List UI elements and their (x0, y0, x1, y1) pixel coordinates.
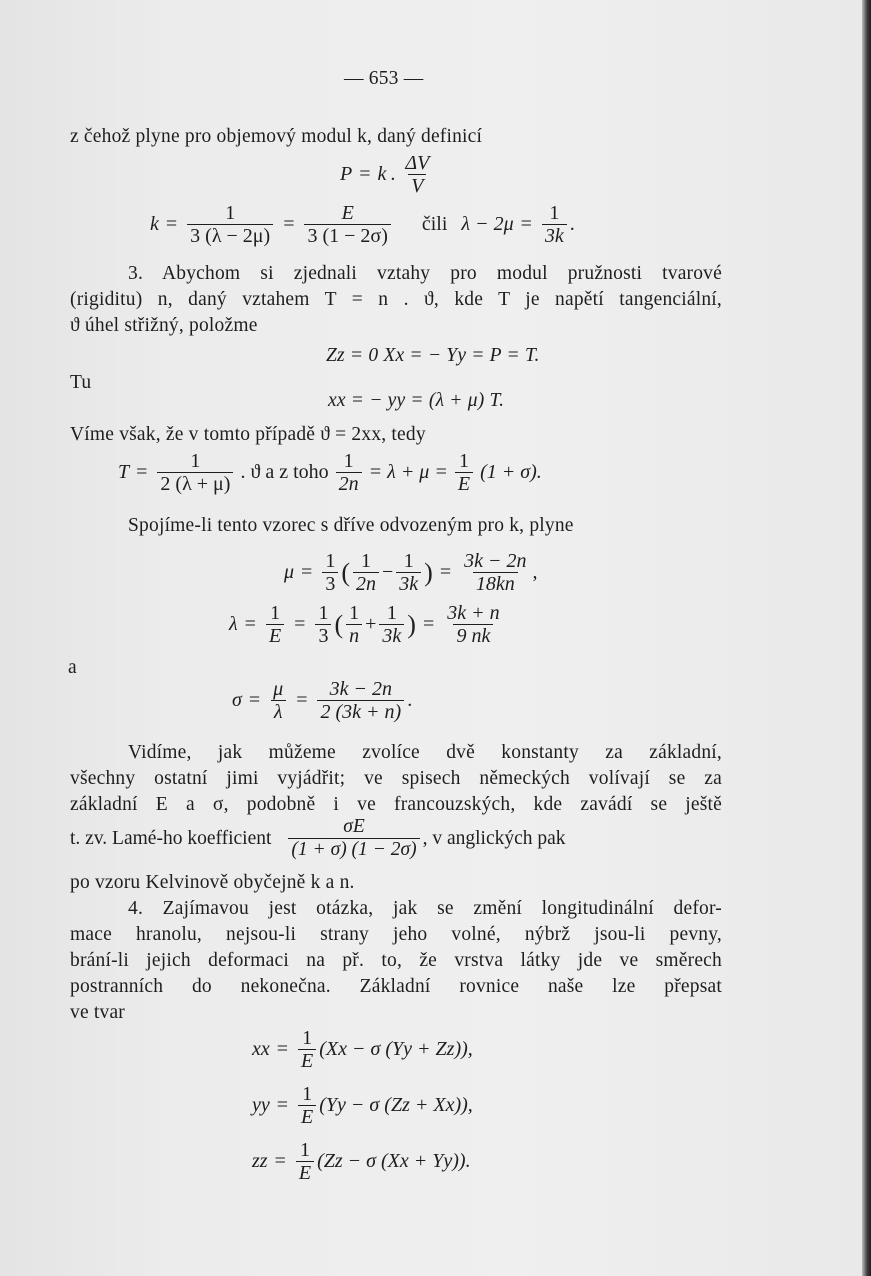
fraction-numerator: 1 (299, 1139, 310, 1161)
eq-symbol: k (377, 163, 387, 185)
fraction-numerator: E (341, 202, 354, 224)
para4-line3: brání-li jejich deformaci na př. to, že vrstva látky jde ve směrech (70, 950, 722, 971)
eq-sign: = (359, 163, 371, 185)
fraction-numerator: σE (343, 816, 365, 837)
page-number: — 653 — (344, 68, 424, 89)
fraction-denominator: 3k (379, 624, 404, 647)
fraction-denominator: 3k (396, 572, 421, 595)
eq-symbol: λ (229, 613, 238, 635)
fraction (298, 1083, 316, 1128)
fraction-denominator: 18kn (473, 572, 518, 595)
para4-line1: 4. Zajímavou jest otázka, jak se změní longitudinální defor- (128, 898, 722, 919)
fraction (396, 550, 421, 595)
eq-dot: . (390, 163, 396, 185)
equation-sigma: σ = $\frac{\mu}{\lambda}$ = $\frac{3k - 2n}{2 (3k + n)}$ . (232, 678, 413, 723)
fraction (379, 602, 404, 647)
fraction (444, 602, 502, 647)
fraction-numerator: 3k − 2n (464, 550, 527, 572)
fraction-denominator: 2n (336, 472, 362, 495)
fraction-numerator: ΔV (405, 152, 430, 174)
fraction-numerator: 1 (349, 602, 360, 624)
para4-line4: postranních do nekonečna. Základní rovnice naše lze přepsat (70, 976, 722, 997)
fraction-numerator: 1 (302, 1083, 313, 1105)
eq-symbol: zz (252, 1150, 268, 1172)
line-spojime: Spojíme-li tento vzorec s dříve odvozeným pro k, plyne (128, 515, 574, 536)
word-tu: Tu (70, 372, 92, 393)
eq-sign: = (165, 213, 178, 235)
eq-symbol: P (340, 163, 353, 185)
equation-shear-modulus (118, 450, 542, 495)
eq-punctuation: . (569, 213, 575, 235)
fraction (346, 602, 362, 647)
fraction-numerator: 1 (190, 450, 201, 472)
eq-expression: (Yy − σ (Zz + Xx)), (319, 1094, 473, 1116)
fraction-denominator: (1 + σ) (1 − 2σ) (288, 838, 419, 861)
fraction-denominator: n (346, 624, 362, 647)
equation-strain-x: xx = $\frac{1}{E}$ (Xx − σ (Yy + Zz)), (252, 1027, 473, 1072)
para-vidime-line1: Vidíme, jak můžeme zvolíce dvě konstanty za základní, (128, 742, 722, 763)
para3-line2: (rigiditu) n, daný vztahem T = n . ϑ, kde T je napětí tangenciální, (70, 289, 722, 310)
equation-strains: xx = − yy = (λ + μ) T. (328, 390, 505, 411)
fraction-denominator: E (455, 472, 473, 495)
fraction (461, 550, 529, 595)
fraction-denominator: V (408, 174, 426, 197)
fraction (270, 678, 286, 723)
page-edge-shadow (862, 0, 871, 1276)
eq-symbol: k (150, 213, 159, 235)
fraction (296, 1139, 314, 1184)
fraction (336, 450, 362, 495)
eq-punctuation: , (532, 561, 538, 583)
fraction (402, 152, 432, 197)
fraction (157, 450, 233, 495)
fraction (187, 202, 273, 247)
fraction-denominator: E (298, 1105, 316, 1128)
fraction (288, 816, 419, 861)
fraction-numerator: 3k − 2n (329, 678, 393, 700)
para3-line1: 3. Abychom si zjednali vztahy pro modul pružnosti tvarové (128, 263, 722, 284)
eq-symbol: μ (284, 561, 295, 583)
text-anglickych: , v anglických pak (422, 827, 566, 849)
fraction (298, 1027, 316, 1072)
fraction-numerator: 3k + n (447, 602, 500, 624)
eq-symbol: T (118, 461, 130, 483)
eq-symbol: σ (232, 689, 242, 711)
word-cili: čili (421, 213, 448, 235)
fraction-numerator: μ (273, 678, 284, 700)
eq-symbol: xx (252, 1038, 270, 1060)
equation-lambda: λ = $\frac{1}{E}$ = $\frac{1}{3}$ ( $\frac{1}{n}$ + $\frac{1}{3k}$ ) = $\frac{3k + n}{9 nk}$ (229, 602, 506, 647)
fraction (542, 202, 567, 247)
eq-sign: = (283, 213, 295, 235)
fraction-numerator: 1 (361, 550, 371, 572)
eq-expression: λ − 2μ (461, 213, 514, 235)
equation-bulk-modulus (150, 202, 575, 247)
fraction-numerator: 1 (343, 450, 354, 472)
fraction (317, 678, 404, 723)
fraction (455, 450, 473, 495)
equation-bulk-modulus-definition (340, 152, 435, 197)
para4-line5: ve tvar (70, 1002, 125, 1023)
fraction (353, 550, 379, 595)
fraction-numerator: 1 (225, 202, 236, 224)
fraction-denominator: 3 (315, 624, 331, 647)
para-vidime-line5: po vzoru Kelvinově obyčejně k a n. (70, 872, 355, 893)
eq-sign: = (520, 213, 532, 235)
fraction-numerator: 1 (302, 1027, 313, 1049)
word-a: a (68, 657, 77, 678)
fraction-denominator: 2 (λ + μ) (157, 472, 233, 495)
para-vidime-line4 (70, 816, 566, 861)
fraction-denominator: 3 (322, 572, 338, 595)
equation-strain-y: yy = $\frac{1}{E}$ (Yy − σ (Zz + Xx)), (252, 1083, 473, 1128)
fraction-denominator: 3 (1 − 2σ) (304, 224, 390, 247)
fraction-denominator: 9 nk (453, 624, 493, 647)
eq-symbol: yy (252, 1094, 270, 1116)
line-vime: Víme však, že v tomto případě ϑ = 2xx, tedy (70, 424, 426, 445)
equation-stresses: Zz = 0 Xx = − Yy = P = T. (326, 345, 540, 366)
eq-text: . ϑ a z toho (240, 461, 329, 483)
equation-strain-z: zz = $\frac{1}{E}$ (Zz − σ (Xx + Yy)). (252, 1139, 471, 1184)
fraction-numerator: 1 (458, 450, 469, 472)
fraction-numerator: 1 (318, 602, 329, 624)
eq-expression: (Zz − σ (Xx + Yy)). (317, 1150, 471, 1172)
fraction-denominator: E (266, 624, 284, 647)
fraction-numerator: 1 (325, 550, 336, 572)
fraction (322, 550, 338, 595)
fraction-numerator: 1 (403, 550, 414, 572)
fraction-numerator: 1 (270, 602, 281, 624)
para-vidime-line3: základní E a σ, podobně i ve francouzských, kde zavádí se ještě (70, 794, 722, 815)
fraction (315, 602, 331, 647)
fraction-denominator: 2n (353, 572, 379, 595)
text-lame: t. zv. Lamé-ho koefficient (70, 827, 272, 849)
fraction (266, 602, 284, 647)
eq-expression: (Xx − σ (Yy + Zz)), (319, 1038, 473, 1060)
fraction-denominator: E (296, 1161, 314, 1184)
fraction-denominator: 2 (3k + n) (317, 700, 404, 723)
para3-line3: ϑ úhel střižný, položme (70, 315, 258, 336)
para4-line2: mace hranolu, nejsou-li strany jeho volné, nýbrž jsou-li pevny, (70, 924, 722, 945)
fraction-denominator: 3 (λ − 2μ) (187, 224, 273, 247)
fraction (304, 202, 390, 247)
fraction-denominator: λ (271, 700, 286, 723)
fraction-denominator: E (298, 1049, 316, 1072)
fraction-numerator: 1 (549, 202, 560, 224)
eq-expression: (1 + σ). (480, 461, 542, 483)
fraction-denominator: 3k (542, 224, 567, 247)
eq-punctuation: . (407, 689, 413, 711)
fraction-numerator: 1 (386, 602, 397, 624)
eq-sign: = (136, 461, 148, 483)
eq-expression: = λ + μ = (368, 461, 448, 483)
para-vidime-line2: všechny ostatní jimi vyjádřit; ve spisech německých volívají se za (70, 768, 722, 789)
intro-line: z čehož plyne pro objemový modul k, daný definicí (70, 126, 483, 147)
equation-mu: μ = $\frac{1}{3}$ ( $\frac{1}{2n}$ − $\frac{1}{3k}$ ) = $\frac{3k - 2n}{18kn}$ , (284, 550, 538, 595)
